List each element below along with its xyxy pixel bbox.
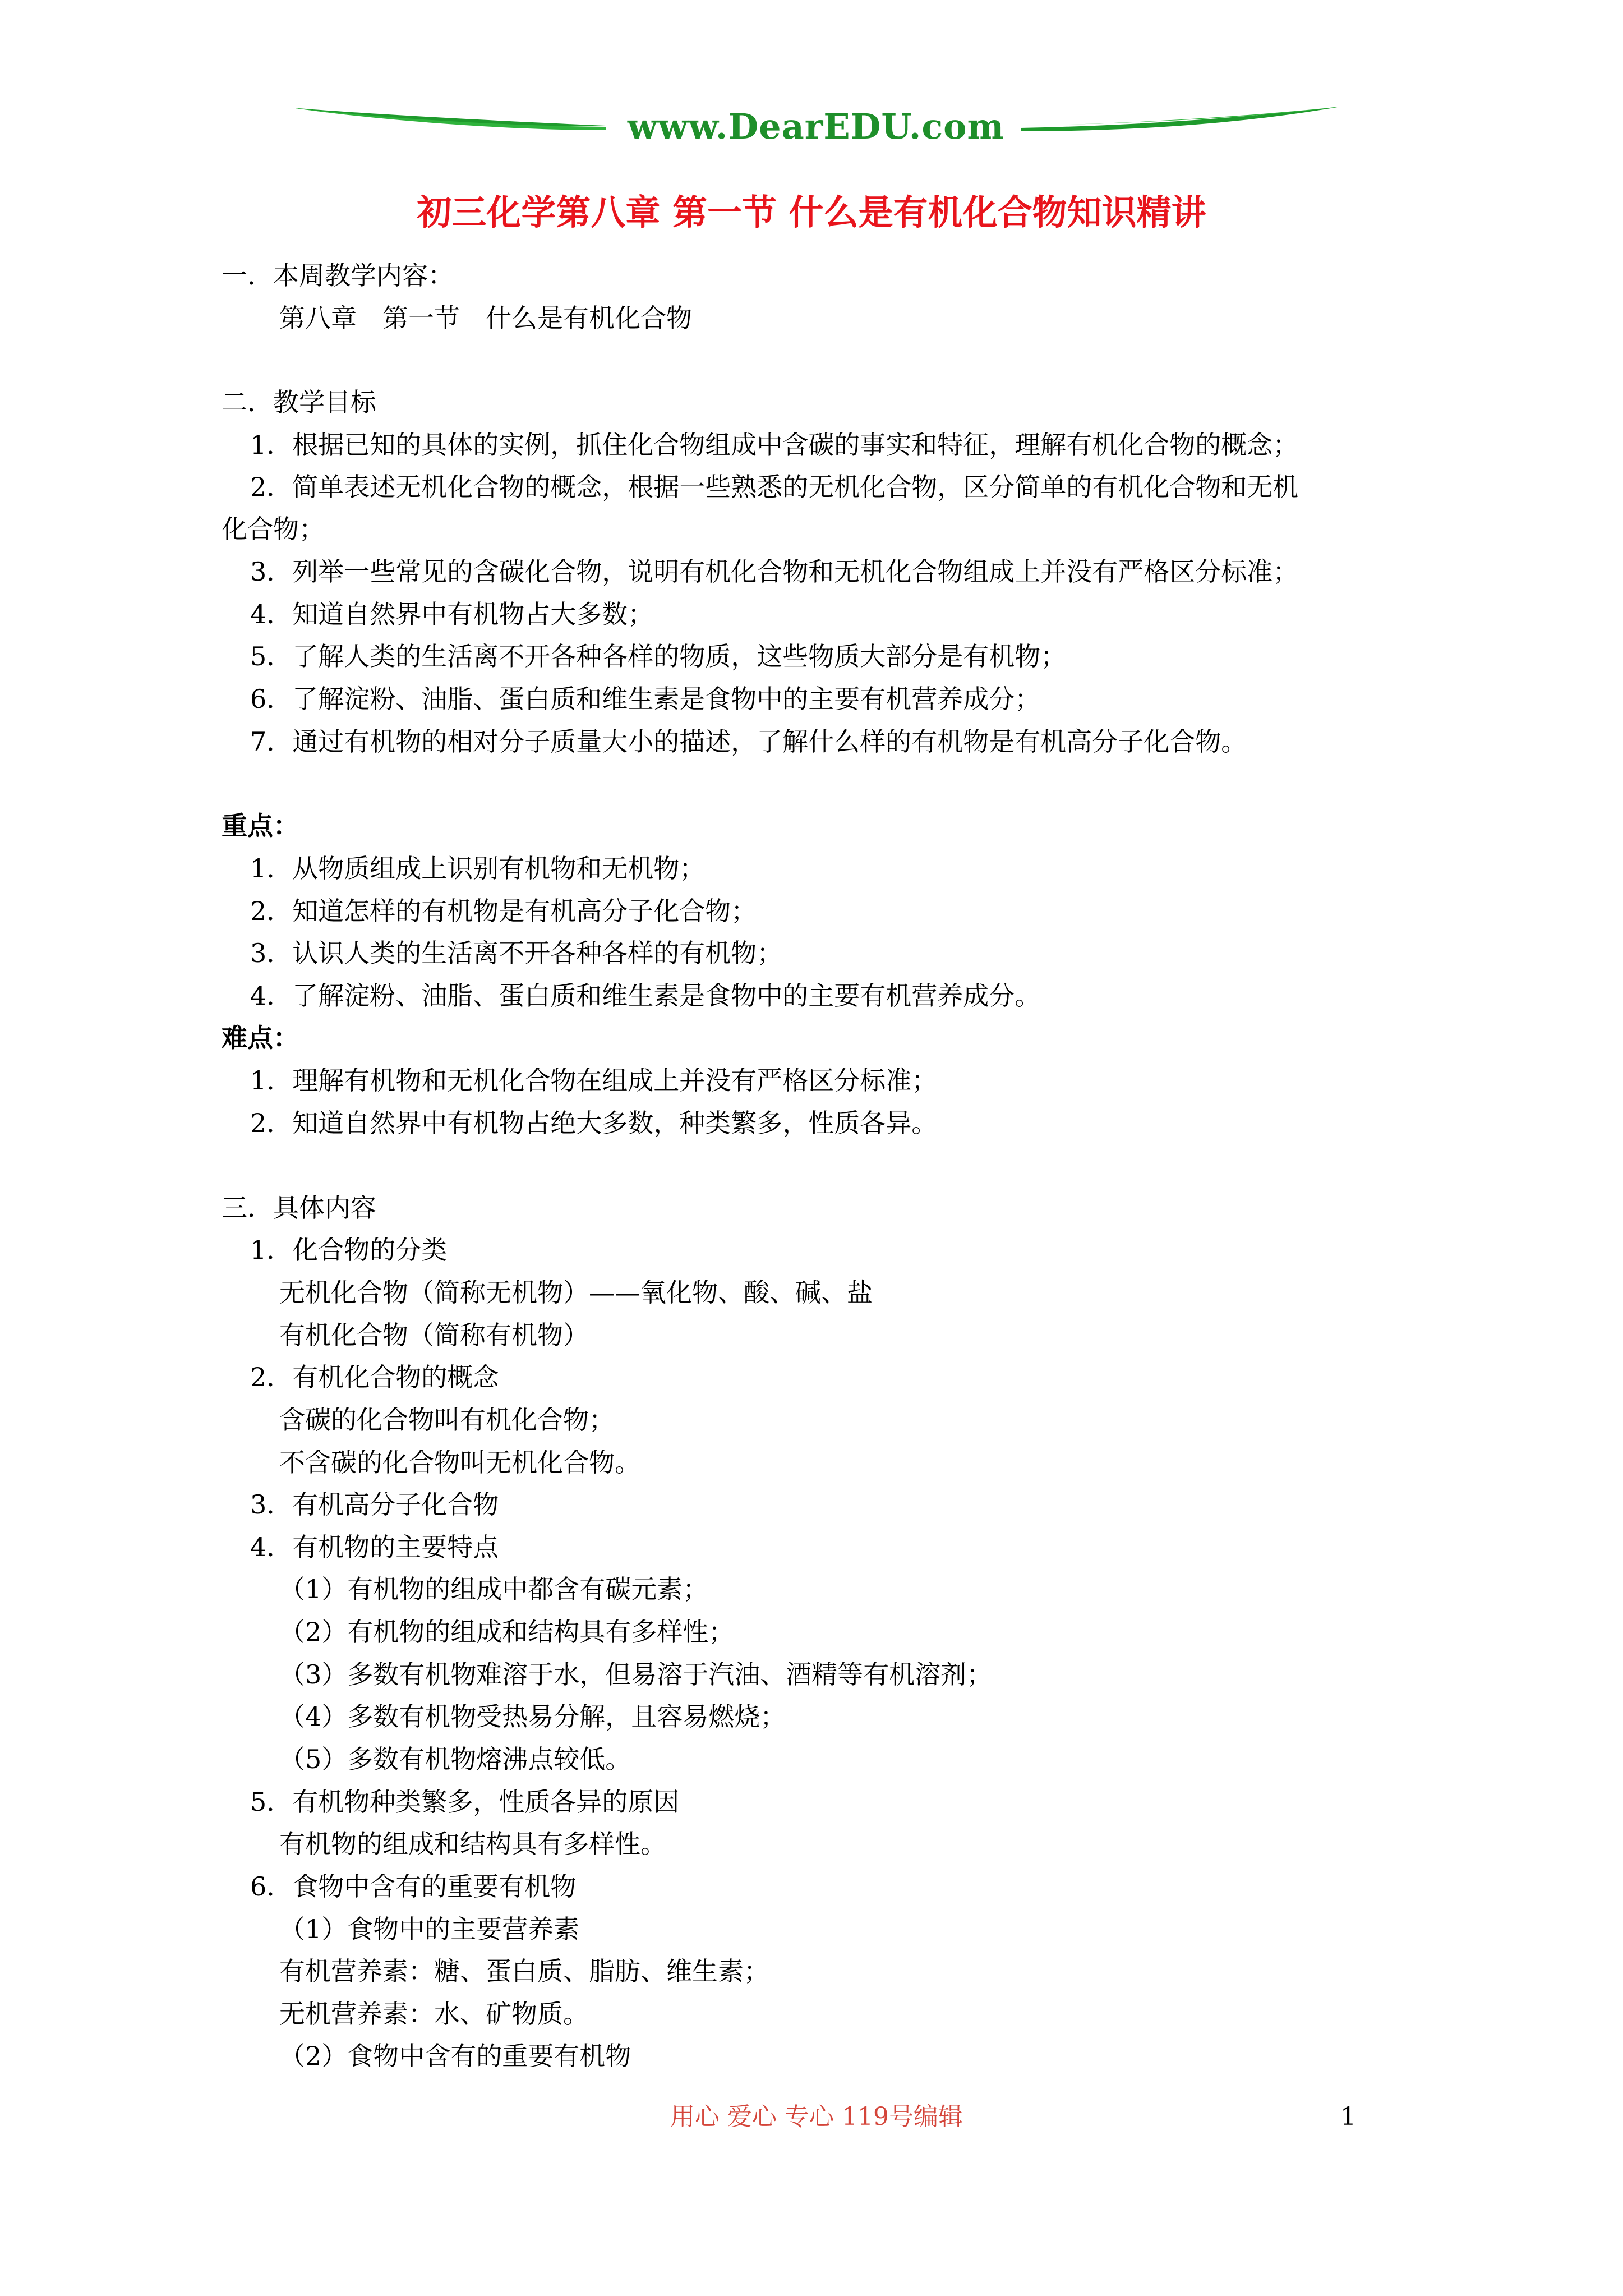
content-line: 无机营养素：水、矿物质。 [279,1999,589,2029]
content-line: 有机营养素：糖、蛋白质、脂肪、维生素； [279,1956,769,1986]
content-line: 不含碳的化合物叫无机化合物。 [279,1447,640,1478]
list-item: 5．了解人类的生活离不开各种各样的物质，这些物质大部分是有机物； [250,641,1067,671]
subsection-heading: 1．化合物的分类 [250,1235,448,1265]
content-line: 无机化合物（简称无机物）——氧化物、酸、碱、盐 [279,1277,873,1308]
footer-text: 用心 爱心 专心 119号编辑 [670,2102,963,2131]
content-line: （1）食物中的主要营养素 [279,1914,580,1944]
subsection-heading: 5．有机物种类繁多，性质各异的原因 [250,1787,680,1817]
page-title: 初三化学第八章 第一节 什么是有机化合物知识精讲 [417,192,1206,233]
content-line: （2）食物中含有的重要有机物 [279,2041,631,2071]
list-item: 3．列举一些常见的含碳化合物，说明有机化合物和无机化合物组成上并没有严格区分标准； [250,556,1299,587]
content-line: 有机物的组成和结构具有多样性。 [279,1829,666,1859]
list-item: 2．知道自然界中有机物占绝大多数，种类繁多，性质各异。 [250,1108,938,1138]
content-line: 含碳的化合物叫有机化合物； [279,1405,615,1435]
list-item: 7．通过有机物的相对分子质量大小的描述，了解什么样的有机物是有机高分子化合物。 [250,726,1247,757]
subsection-heading: 4．有机物的主要特点 [250,1532,499,1562]
subsection-heading: 6．食物中含有的重要有机物 [250,1871,577,1902]
section-heading: 一．本周教学内容： [222,260,454,291]
list-item-continuation: 化合物； [222,514,325,544]
list-item: 2．知道怎样的有机物是有机高分子化合物； [250,896,757,926]
content-line: （5）多数有机物熔沸点较低。 [279,1744,631,1774]
list-item: 1．从物质组成上识别有机物和无机物； [250,853,706,884]
section-heading: 三．具体内容 [222,1193,376,1223]
content-line: 有机化合物（简称有机物） [279,1320,589,1350]
subsection-heading: 2．有机化合物的概念 [250,1362,499,1392]
list-item: 1．理解有机物和无机化合物在组成上并没有严格区分标准； [250,1065,938,1096]
content-line: （3）多数有机物难溶于水，但易溶于汽油、酒精等有机溶剂； [279,1659,993,1690]
list-item: 4．知道自然界中有机物占大多数； [250,599,654,629]
difficult-points-heading: 难点： [222,1023,299,1053]
list-item: 1．根据已知的具体的实例，抓住化合物组成中含碳的事实和特征，理解有机化合物的概念； [250,430,1299,460]
site-banner [292,101,1340,151]
subsection-heading: 3．有机高分子化合物 [250,1489,499,1520]
page-number: 1 [1340,2102,1356,2131]
site-url: www.DearEDU.com [627,106,1005,147]
list-item: 6．了解淀粉、油脂、蛋白质和维生素是食物中的主要有机营养成分； [250,684,1041,714]
section-content: 第八章 第一节 什么是有机化合物 [279,303,692,333]
content-line: （1）有机物的组成中都含有碳元素； [279,1574,709,1604]
list-item: 4．了解淀粉、油脂、蛋白质和维生素是食物中的主要有机营养成分。 [250,981,1041,1011]
content-line: （4）多数有机物受热易分解，且容易燃烧； [279,1701,786,1732]
key-points-heading: 重点： [222,811,299,841]
list-item: 3．认识人类的生活离不开各种各样的有机物； [250,938,783,968]
content-line: （2）有机物的组成和结构具有多样性； [279,1617,735,1647]
list-item: 2．简单表述无机化合物的概念，根据一些熟悉的无机化合物，区分简单的有机化合物和无机 [250,472,1299,502]
section-heading: 二．教学目标 [222,387,376,417]
